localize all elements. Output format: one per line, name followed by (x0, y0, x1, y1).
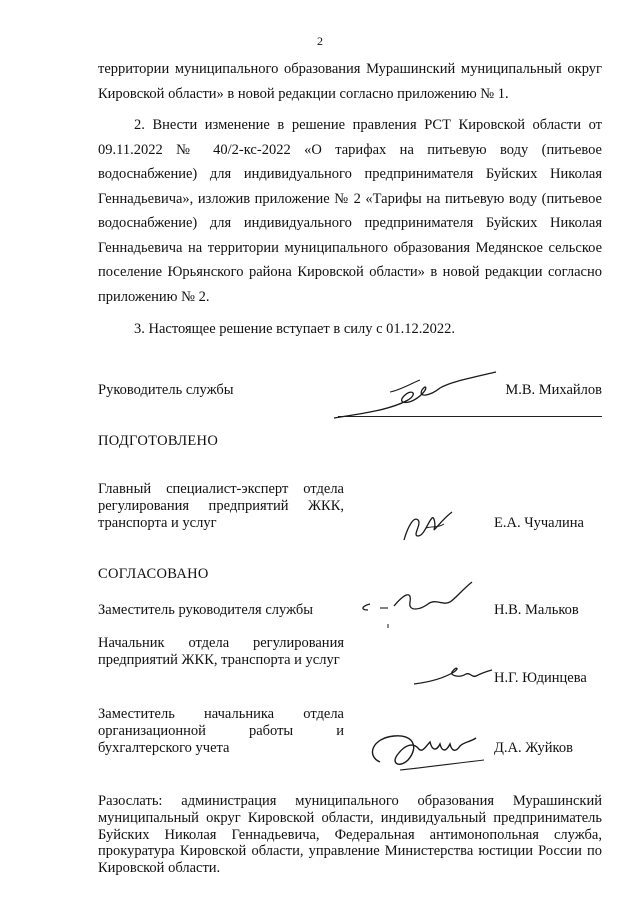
approver-1-position: Заместитель руководителя службы (98, 602, 314, 618)
approver-3-name: Д.А. Жуйков (494, 740, 573, 756)
approver-3-signature (360, 718, 490, 778)
approver-2-signature (410, 660, 496, 690)
approved-heading: СОГЛАСОВАНО (98, 566, 209, 582)
approver-1-signature (350, 576, 480, 632)
approver-2-position: Начальник отдела регулирования предприятий ЖКК, транспорта и услуг (98, 635, 344, 668)
approver-3-position: Заместитель начальника отдела организационной работы и бухгалтерского учета (98, 706, 344, 756)
head-title: Руководитель службы (98, 382, 234, 398)
distribution-list: Разослать: администрация муниципального образования Мурашинский муниципальный округ Кировской области, индивидуальный предприниматель Буйских Николая Геннадьевича, Федеральная антимонопольная служба, прокуратура Кировской области, управление Министерства юстиции России по Кировской области. (98, 793, 602, 877)
head-name: М.В. Михайлов (505, 382, 602, 398)
paragraph-3: 3. Настоящее решение вступает в силу с 01.12.2022. (134, 321, 456, 337)
approver-1-name: Н.В. Мальков (494, 602, 579, 618)
prepared-heading: ПОДГОТОВЛЕНО (98, 433, 219, 449)
prepared-position: Главный специалист-эксперт отдела регулирования предприятий ЖКК, транспорта и услуг (98, 481, 344, 531)
prepared-signature (398, 506, 458, 546)
paragraph-2: 2. Внести изменение в решение правления РСТ Кировской области от 09.11.2022 № 40/2-кс-2022 «О тарифах на питьевую воду (питьевое водоснабжение) для индивидуального предпринимателя Буйских Николая Геннадьевича», изложив приложение № 2 «Тарифы на питьевую воду (питьевое водоснабжение) для индивидуального предпринимателя Буйских Николая Геннадьевича на территории муниципального образования Медянское сельское поселение Юрьянского района Кировской области» в новой редакции согласно приложению № 2. (98, 117, 602, 305)
paragraph-1: территории муниципального образования Мурашинский муниципальный округ Кировской области» в новой редакции согласно приложению № 1. (98, 61, 602, 102)
head-signature (330, 370, 500, 426)
page-number: 2 (317, 34, 323, 48)
prepared-name: Е.А. Чучалина (494, 515, 584, 531)
approver-2-name: Н.Г. Юдинцева (494, 670, 587, 686)
